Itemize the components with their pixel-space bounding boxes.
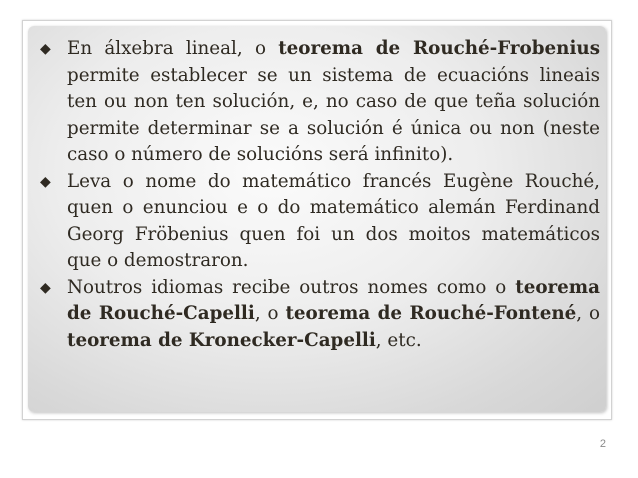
bullet-paragraph-1 bbox=[40, 36, 600, 169]
paragraph-2-text-1: Leva o nome do matemático francés Eugène Rouché, quen o enunciou e o do matemático alemán Ferdinand Georg Fröbenius quen foi un dos moitos matemáticos que o demostraron. bbox=[67, 170, 600, 271]
paragraph-1-text-2: permite establecer se un sistema de ecuacións lineais ten ou non ten solución, e, no caso de que teña solución permite determinar se a solución é única ou non (neste caso o número de solucións será infinito). bbox=[67, 64, 600, 165]
paragraph-3-term-kronecker-capelli: teorema de Kronecker-Capelli bbox=[67, 329, 376, 351]
page-number: 2 bbox=[599, 438, 606, 450]
paragraph-3-term-rouche-fontene: teorema de Rouché-Fontené bbox=[285, 303, 577, 324]
diamond-bullet-icon: ◆ bbox=[40, 173, 51, 190]
paragraph-3-text-2: , o bbox=[254, 303, 286, 324]
diamond-bullet-icon: ◆ bbox=[40, 41, 51, 57]
bullet-paragraph-2 bbox=[40, 169, 600, 275]
slide-text-body bbox=[40, 36, 600, 354]
paragraph-3-text-1: Noutros idiomas recibe outros nomes como o bbox=[67, 276, 516, 298]
paragraph-3-text-4: , etc. bbox=[375, 329, 422, 351]
bullet-paragraph-3 bbox=[40, 275, 600, 355]
paragraph-1-text-1: En álxebra lineal, o bbox=[67, 38, 279, 59]
paragraph-3-term-rouche-capelli: teorema de Rouché-Capelli bbox=[67, 276, 600, 324]
diamond-bullet-icon: ◆ bbox=[40, 279, 51, 296]
paragraph-3-text-3: , o bbox=[576, 303, 600, 324]
paragraph-1-term-rouche-frobenius: teorema de Rouché-Frobenius bbox=[278, 38, 600, 59]
